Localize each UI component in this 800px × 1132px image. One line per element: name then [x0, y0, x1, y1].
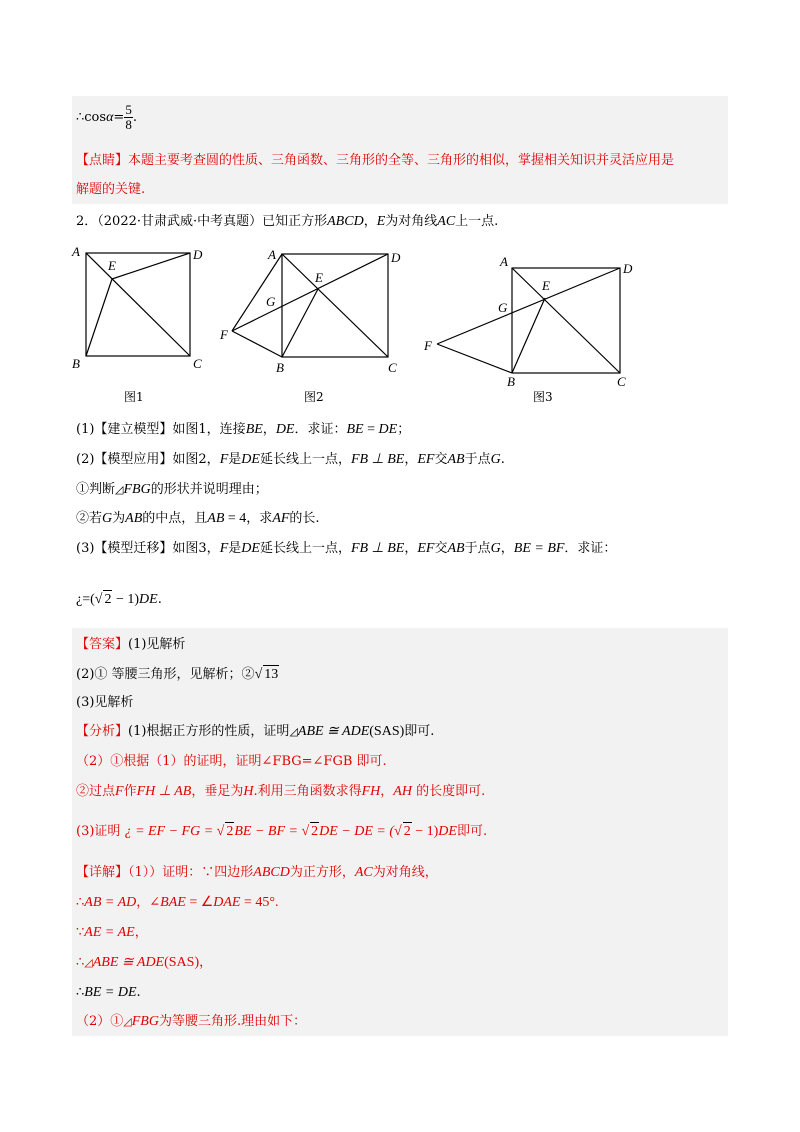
p2b-g: G: [102, 511, 113, 526]
p3b-minus: − 1): [112, 592, 140, 607]
fig1-label-d: D: [193, 247, 203, 262]
detail-6-text: （2）①: [76, 1014, 124, 1029]
comment-text: 本题主要考查圆的性质、三角函数、三角形的全等、三角形的相似，掌握相关知识并灵活应用是: [128, 153, 675, 168]
fig3-label-e: E: [542, 278, 550, 293]
comment-text-2: 解题的关键.: [76, 182, 146, 197]
fig2-segment-fb: [232, 331, 282, 357]
fig2-label-a: A: [268, 247, 276, 262]
detail-1-square: 为正方形，: [289, 865, 355, 880]
p1-sep: ，: [262, 422, 276, 437]
fig2-label-f: F: [220, 327, 228, 342]
answer-3: (3)见解析: [76, 695, 134, 710]
p3b-eq-open: =(: [82, 592, 95, 607]
p2-g: G: [490, 452, 501, 467]
p1-be-2: BE: [346, 422, 364, 437]
detail-4-ade: ADE: [136, 955, 165, 970]
fig1-label-b: B: [72, 356, 80, 371]
fig1-label-a: A: [72, 244, 80, 259]
p1-end: ；: [397, 422, 411, 437]
p2b-as: 为: [112, 511, 126, 526]
p2b-end: 的长.: [289, 511, 320, 526]
detail-1-end: 为对角线，: [372, 865, 438, 880]
p3-ef: EF: [417, 541, 435, 556]
detail-2-eq: = ∠: [185, 895, 214, 910]
p2-is: 是: [228, 452, 242, 467]
diagonal-ac: AC: [437, 214, 456, 229]
p2b-ab-2: AB: [207, 511, 225, 526]
p3-at: 于点: [464, 541, 491, 556]
answer-label: 【答案】: [76, 637, 129, 652]
detail-4-therefore: ∴: [76, 955, 85, 970]
analysis-2: （2）①根据（1）的证明，证明∠FBG=∠FGB 即可.: [76, 754, 387, 769]
sqrt-sign: √: [301, 824, 310, 839]
part-1: [76, 421, 410, 439]
p3b-inv-q: ¿: [76, 592, 83, 607]
p3-be-bf: BE = BF: [513, 541, 565, 556]
fig3-line-df: [437, 268, 620, 344]
fig3-label-a: A: [500, 254, 508, 269]
fig2-label-g: G: [266, 294, 276, 309]
comment-label: 【点睛】: [76, 153, 129, 168]
fig1-segment-de: [112, 253, 190, 279]
detail-6-fbg: FBG: [131, 1014, 159, 1029]
detail-5-therefore: ∴: [76, 985, 85, 1000]
analysis-3-text: ②过点: [76, 784, 116, 799]
analysis-3-perp: FH ⊥ AB: [136, 784, 192, 799]
p2-de: DE: [241, 452, 260, 467]
p2b-find: ，求: [246, 511, 273, 526]
triangle-icon: ◿: [123, 1016, 132, 1028]
fig2-caption: 图2: [304, 390, 324, 404]
fig3-label-d: D: [623, 261, 633, 276]
analysis-3-ah: AH: [393, 784, 412, 799]
p3-f: F: [219, 541, 229, 556]
answer-1: (1)见解析: [128, 637, 186, 652]
p1-de: DE: [275, 422, 295, 437]
fig3-caption: 图3: [533, 390, 553, 404]
detail-label: 【详解】: [76, 865, 129, 880]
part-2: [76, 451, 505, 469]
p3-is: 是: [228, 541, 242, 556]
p2-perp: FB ⊥ BE: [350, 452, 405, 467]
p2b-text: ②若: [76, 511, 103, 526]
fig3-segment-fb: [437, 344, 512, 373]
analysis-4-end: 即可.: [456, 824, 488, 839]
detail-line-5: [76, 984, 141, 1002]
sqrt-sign: √: [94, 592, 103, 607]
answer-line-1: [76, 636, 185, 654]
analysis-3-h: H: [243, 784, 254, 799]
p2-at: 于点: [464, 452, 491, 467]
question-intro: 2．（2022·甘肃武威·中考真题）已知正方形: [76, 214, 328, 229]
detail-1-text: （1））证明：∵四边形: [128, 865, 254, 880]
p2-ef: EF: [417, 452, 435, 467]
cos-prefix: ∴cos: [76, 110, 107, 125]
analysis-sas: (SAS): [369, 724, 405, 739]
p2-cross: 交: [434, 452, 448, 467]
cos-result-line: [76, 103, 137, 132]
solution-box-top: [72, 96, 728, 204]
fig2-label-b: B: [276, 360, 284, 375]
detail-1-abcd: ABCD: [253, 865, 290, 880]
comma: ，: [363, 214, 377, 229]
p2-text: (2)【模型应用】如图2，: [76, 452, 220, 467]
fig1-caption: 图1: [124, 390, 144, 404]
fig2-label-d: D: [391, 250, 401, 265]
analysis-4-de: DE: [438, 824, 457, 839]
p2-ext: 延长线上一点，: [259, 452, 351, 467]
p2-ab: AB: [447, 452, 465, 467]
detail-4-abe: ABE ≅: [92, 955, 137, 970]
detail-4-end: ，: [199, 955, 213, 970]
analysis-text: (1)根据正方形的性质，证明: [128, 724, 290, 739]
fig3-label-f: F: [424, 338, 432, 353]
p1-de-2: DE: [378, 422, 398, 437]
fig2-diagonal-ac: [282, 254, 388, 357]
answer-line-2: [76, 665, 279, 684]
detail-line-3: [76, 924, 148, 942]
analysis-4-expr-3: DE − DE = (: [319, 824, 395, 839]
detail-line-2: [76, 894, 278, 912]
fig2-label-c: C: [388, 360, 397, 375]
detail-1-ac: AC: [354, 865, 373, 880]
detail-3-because: ∵: [76, 925, 85, 940]
detail-2-bae: BAE: [160, 895, 186, 910]
analysis-4-text: (3)证明: [76, 824, 125, 839]
fig1-diagonal-ac: [86, 253, 190, 356]
question-end: 上一点.: [455, 214, 499, 229]
p3-sep-2: ，: [500, 541, 514, 556]
fig2-segment-af: [232, 254, 282, 331]
p1-text: (1)【建立模型】如图1，连接: [76, 422, 246, 437]
p2b-mid: 的中点，且: [142, 511, 208, 526]
p2b-ab: AB: [125, 511, 143, 526]
fig3-label-b: B: [507, 374, 515, 389]
analysis-3-sep: ，: [380, 784, 394, 799]
fig1-label-e: E: [108, 258, 116, 273]
question-text: 为对角线: [385, 214, 438, 229]
answer-sqrt-13: 13: [264, 667, 279, 682]
comment-line-1: [76, 152, 674, 170]
analysis-line-2: [76, 753, 387, 771]
p3-de: DE: [241, 541, 260, 556]
analysis-4-sqrt-b: 2: [311, 824, 319, 839]
analysis-4-expr-2: BE − BF =: [234, 824, 302, 839]
sqrt-sign: √: [254, 667, 263, 682]
analysis-4-sqrt-c: 2: [403, 824, 411, 839]
fraction-numerator: 5: [125, 102, 132, 117]
p3-cross: 交: [434, 541, 448, 556]
fig3-label-g: G: [498, 300, 508, 315]
detail-4-sas: (SAS): [164, 955, 200, 970]
analysis-line-4: [76, 822, 487, 841]
p2b-val: = 4: [224, 511, 247, 526]
analysis-3-use: .利用三角函数求得: [253, 784, 362, 799]
detail-5-end: .: [136, 985, 141, 1000]
p2-f: F: [219, 452, 229, 467]
analysis-4-expr: ¿ = EF − FG =: [124, 824, 217, 839]
p3-prove: ．求证：: [564, 541, 617, 556]
detail-line-1: [76, 864, 438, 882]
p2-sep: ，: [404, 452, 418, 467]
fraction: [124, 103, 133, 132]
p3-ab: AB: [447, 541, 465, 556]
p2a-fbg: FBG: [123, 482, 151, 497]
detail-5-be-de: BE = DE: [84, 985, 137, 1000]
detail-line-6: [76, 1013, 306, 1031]
answer-2: (2)① 等腰三角形，见解析；②: [76, 667, 255, 682]
fraction-denominator: 8: [125, 117, 132, 132]
part-3: [76, 540, 616, 558]
p3b-de: DE: [139, 592, 158, 607]
triangle-icon: ◿: [84, 957, 93, 969]
p3-ext: 延长线上一点，: [259, 541, 351, 556]
p3-sep: ，: [404, 541, 418, 556]
p2b-af: AF: [272, 511, 290, 526]
fig3-segment-be: [512, 298, 545, 373]
detail-3-end: ，: [134, 925, 148, 940]
point-e: E: [376, 214, 386, 229]
analysis-ade: ADE: [342, 724, 370, 739]
analysis-4-sqrt-a: 2: [226, 824, 234, 839]
p2a-text: ①判断: [76, 482, 116, 497]
fig3-label-c: C: [617, 374, 626, 389]
fig3-diagonal-ac: [512, 268, 620, 373]
p2a-end: 的形状并说明理由；: [150, 482, 268, 497]
detail-2-dae: DAE: [213, 895, 241, 910]
p3b-sqrt-2: 2: [104, 592, 112, 607]
analysis-line-3: [76, 783, 485, 801]
answer-line-3: [76, 694, 133, 712]
alpha-symbol: α: [106, 110, 114, 125]
analysis-abe: ABE ≅: [297, 724, 343, 739]
detail-2-angle: ，∠: [136, 895, 161, 910]
fig1-segment-be: [86, 279, 112, 356]
fig2-segment-be: [282, 289, 318, 357]
triangle-icon: ◿: [289, 726, 298, 738]
analysis-4-minus: − 1): [411, 824, 439, 839]
analysis-3-f: F: [115, 784, 124, 799]
p1-eq: =: [363, 422, 379, 437]
p3-g: G: [490, 541, 501, 556]
part-2-sub-1: [76, 481, 268, 499]
geometry-figures: [0, 238, 800, 408]
p3b-end: .: [157, 592, 162, 607]
p3-perp: FB ⊥ BE: [350, 541, 405, 556]
analysis-end: 即可.: [404, 724, 435, 739]
fig2-line-df: [232, 254, 388, 331]
analysis-3-fh: FH: [361, 784, 381, 799]
period: .: [132, 110, 137, 125]
equals-sign: =: [113, 110, 125, 125]
detail-2-45: = 45°.: [240, 895, 279, 910]
part-3-formula: [76, 590, 162, 609]
detail-line-4: [76, 954, 212, 972]
part-2-sub-2: [76, 510, 320, 528]
question-statement: [76, 213, 498, 231]
fig1-label-c: C: [193, 356, 202, 371]
sqrt-sign: √: [216, 824, 225, 839]
triangle-icon: ◿: [115, 484, 124, 496]
square-name: ABCD: [327, 214, 364, 229]
analysis-3-make: 作: [123, 784, 137, 799]
p2-end: .: [500, 452, 505, 467]
analysis-3-end: 的长度即可.: [411, 784, 486, 799]
analysis-label: 【分析】: [76, 724, 129, 739]
sqrt-sign: √: [394, 824, 402, 839]
p3-text: (3)【模型迁移】如图3，: [76, 541, 220, 556]
detail-6-end: 为等腰三角形.理由如下：: [158, 1014, 307, 1029]
p1-be: BE: [245, 422, 263, 437]
detail-2-ab-ad: AB = AD: [84, 895, 137, 910]
fig2-label-e: E: [315, 270, 323, 285]
detail-3-ae: AE = AE: [84, 925, 135, 940]
analysis-line-1: [76, 723, 434, 741]
p1-prove: ．求证：: [294, 422, 347, 437]
analysis-3-foot: ，垂足为: [191, 784, 244, 799]
detail-2-therefore: ∴: [76, 895, 85, 910]
comment-line-2: [76, 181, 145, 199]
